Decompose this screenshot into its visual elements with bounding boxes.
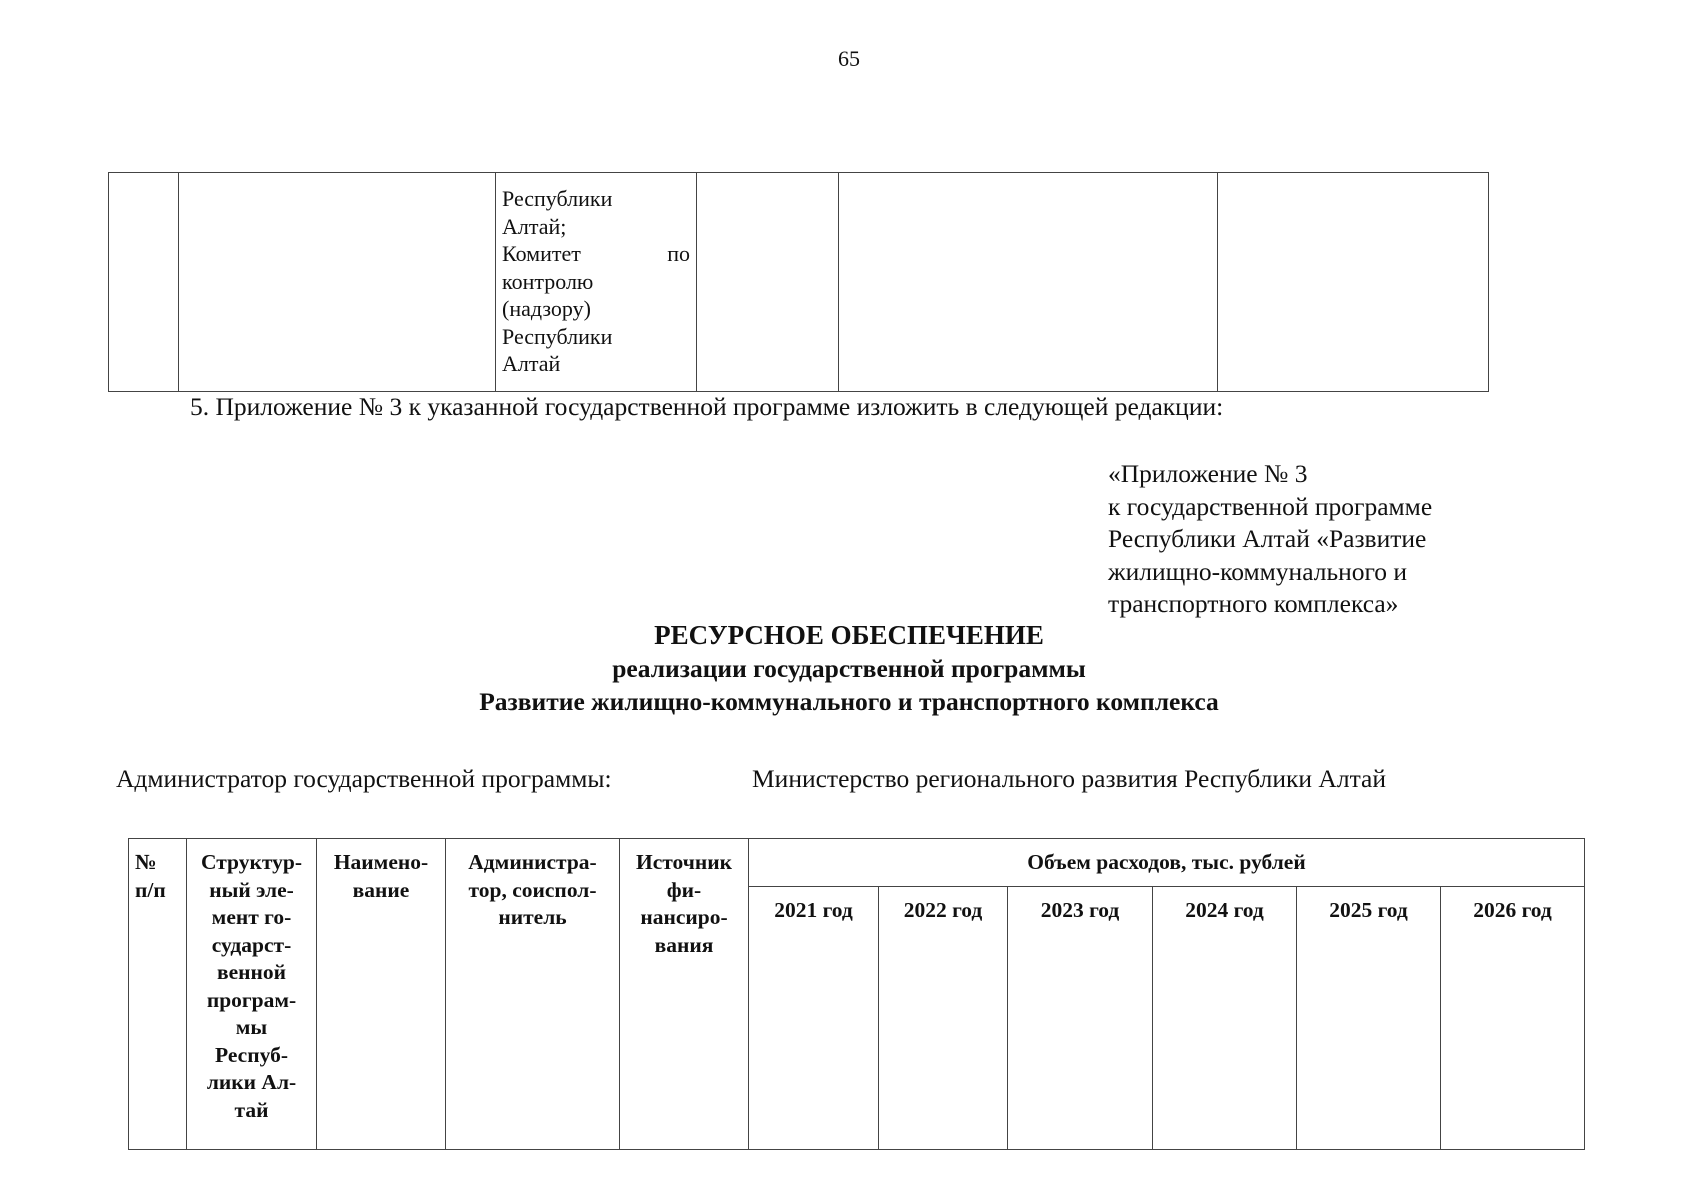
header-structural-element: Структур- ный эле- мент го- сударст- венной програм- мы Респуб- лики Ал- тай [187,839,317,1150]
cont-cell-num [109,173,179,392]
admin-line: контролю [502,268,594,294]
header-year: 2025 год [1297,887,1441,1150]
admin-word: по [667,241,690,266]
appendix-line: жилищно-коммунального и [1108,556,1408,586]
header-funding-source: Источник фи- нансиро- вания [620,839,749,1150]
cont-cell-empty [839,173,1218,392]
header-year: 2024 год [1153,887,1297,1150]
admin-line: Алтай [502,351,561,376]
document-subtitle: реализации государственной программы [612,654,1086,683]
admin-justified-line [502,240,690,268]
administrator-value: Министерство регионального развития Республики Алтай [752,764,1386,793]
admin-word: Комитет [502,241,581,266]
cont-cell-source [697,173,839,392]
continuation-table [108,172,1489,392]
admin-line: Республики [502,186,613,211]
cont-cell-empty [1218,173,1489,392]
header-administrator: Администра- тор, соиспол- нитель [446,839,620,1150]
header-name: Наимено- вание [317,839,446,1150]
administrator-label: Администратор государственной программы: [116,764,612,793]
cont-cell-element [179,173,496,392]
appendix-line: к государственной программе [1108,491,1433,521]
appendix-line: транспортного комплекса» [1108,589,1399,618]
header-expenses: Объем расходов, тыс. рублей [749,839,1585,887]
header-num: № п/п [129,839,187,1150]
appendix-header [1108,458,1432,621]
header-year: 2022 год [879,887,1008,1150]
header-year: 2026 год [1441,887,1585,1150]
cont-cell-administrator [496,173,697,392]
document-title: РЕСУРСНОЕ ОБЕСПЕЧЕНИЕ [654,620,1044,650]
item-5-paragraph: 5. Приложение № 3 к указанной государственной программе изложить в следующей редакции: [190,392,1224,421]
admin-line: (надзору) [502,296,591,321]
admin-line: Алтай; [502,213,567,239]
header-year: 2021 год [749,887,879,1150]
program-name: Развитие жилищно-коммунального и транспортного комплекса [479,687,1219,716]
appendix-line: «Приложение № 3 [1108,459,1308,488]
appendix-line: Республики Алтай «Развитие [1108,524,1427,553]
admin-line: Республики [502,323,613,349]
header-year: 2023 год [1008,887,1153,1150]
page-number: 65 [838,46,860,71]
resource-table [128,838,1585,1150]
